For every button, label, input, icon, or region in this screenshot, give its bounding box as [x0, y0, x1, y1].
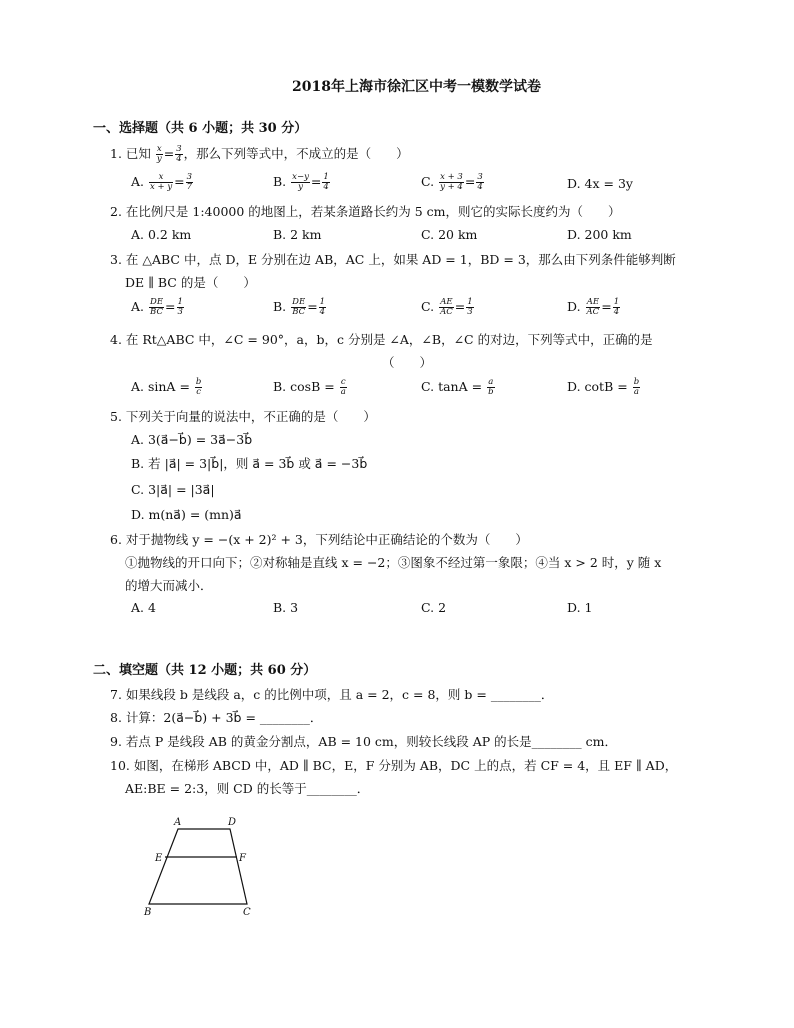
option-2a: A. 0.2 km [131, 227, 192, 242]
vertex-label-a: A [174, 817, 182, 828]
question-6-line2: ①抛物线的开口向下；②对称轴是直线 x = −2；③图象不经过第一象限；④当 x > 2 时，y 随 x [125, 555, 662, 570]
question-2: 2. 在比例尺是 1:40000 的地图上，若某条道路长约为 5 cm，则它的实际长度约为（ ） [110, 204, 621, 219]
option-5d: D. m(na⃗) = (mn)a⃗ [131, 507, 242, 522]
option-4a: A. sinA = $\frac{b}{c}$ [131, 377, 202, 397]
page-title: 2018年上海市徐汇区中考一模数学试卷 [292, 79, 541, 95]
option-3d: D. $\frac{AE}{AC}$ = $\frac{1}{4}$ [567, 297, 620, 317]
vertex-label-e: E [155, 853, 163, 864]
question-5: 5. 下列关于向量的说法中，不正确的是（ ） [110, 409, 376, 424]
fraction: $\frac{x}{y}$ [156, 144, 162, 164]
option-6b: B. 3 [273, 600, 299, 615]
option-4c: C. tanA = $\frac{a}{b}$ [421, 377, 494, 397]
option-6c: C. 2 [421, 600, 447, 615]
option-4d: D. cotB = $\frac{b}{a}$ [567, 377, 640, 397]
option-5a: A. 3(a⃗−b⃗) = 3a⃗−3b⃗ [131, 432, 253, 447]
trapezoid-figure [135, 812, 285, 922]
question-10-line1: 10. 如图，在梯形 ABCD 中，AD ∥ BC，E，F 分别为 AB，DC 上的点，若 CF = 4，且 EF ∥ AD， [110, 758, 678, 773]
question-3-line1: 3. 在 △ABC 中，点 D，E 分别在边 AB，AC 上，如果 AD = 1，BD = 3，那么由下列条件能够判断 [110, 252, 676, 267]
question-1-stem-a: 1. 已知 [110, 146, 151, 161]
question-4-line1: 4. 在 Rt△ABC 中，∠C = 90°，a，b，c 分别是 ∠A，∠B，∠C 的对边，下列等式中，正确的是 [110, 332, 653, 347]
question-4-line2: （ ） [382, 355, 433, 370]
section-heading-fill: 二、填空题（共 12 小题；共 60 分） [93, 663, 317, 678]
vertex-label-c: C [243, 907, 251, 918]
question-7: 7. 如果线段 b 是线段 a，c 的比例中项，且 a = 2，c = 8，则 b = ________． [110, 687, 554, 702]
question-3-line2: DE ∥ BC 的是（ ） [125, 275, 256, 290]
option-3a: A. $\frac{DE}{BC}$ = $\frac{1}{3}$ [131, 297, 183, 317]
option-3c: C. $\frac{AE}{AC}$ = $\frac{1}{3}$ [421, 297, 473, 317]
option-5c: C. 3|a⃗| = |3a⃗| [131, 482, 215, 497]
trapezoid-outline [149, 829, 247, 904]
option-1c: C. $\frac{x + 3}{y + 4}$ = $\frac{3}{4}$ [421, 172, 483, 192]
question-6-line3: 的增大而减小． [125, 578, 213, 593]
option-2d: D. 200 km [567, 227, 632, 242]
option-1d: D. 4x = 3y [567, 176, 633, 191]
question-1-stem-b: ，那么下列等式中，不成立的是（ ） [183, 146, 409, 161]
question-9: 9. 若点 P 是线段 AB 的黄金分割点，AB = 10 cm，则较长线段 AP 的长是________ cm． [110, 734, 617, 749]
option-2c: C. 20 km [421, 227, 478, 242]
option-1a: A. $\frac{x}{x + y}$ = $\frac{3}{7}$ [131, 172, 193, 192]
option-6a: A. 4 [131, 600, 156, 615]
option-2b: B. 2 km [273, 227, 322, 242]
option-5b: B. 若 |a⃗| = 3|b⃗|，则 a⃗ = 3b⃗ 或 a⃗ = −3b⃗ [131, 456, 368, 471]
question-8: 8. 计算：2(a⃗−b⃗) + 3b⃗ = ________． [110, 710, 323, 725]
question-6: 6. 对于抛物线 y = −(x + 2)² + 3，下列结论中正确结论的个数为（ ） [110, 532, 528, 547]
option-4b: B. cosB = $\frac{c}{a}$ [273, 377, 346, 397]
question-10-line2: AE:BE = 2:3，则 CD 的长等于________． [125, 781, 370, 796]
option-1b: B. $\frac{x-y}{y}$ = $\frac{1}{4}$ [273, 172, 329, 192]
vertex-label-b: B [144, 907, 152, 918]
vertex-label-f: F [239, 853, 246, 864]
question-1: 1. 已知 $\frac{x}{y}$ = $\frac{3}{4}$ ，那么下列等式中，不成立的是（ ） [110, 144, 409, 164]
section-heading-choice: 一、选择题（共 6 小题；共 30 分） [93, 121, 308, 136]
vertex-label-d: D [228, 817, 237, 828]
option-3b: B. $\frac{DE}{BC}$ = $\frac{1}{4}$ [273, 297, 326, 317]
fraction: $\frac{3}{4}$ [176, 144, 182, 164]
option-6d: D. 1 [567, 600, 593, 615]
